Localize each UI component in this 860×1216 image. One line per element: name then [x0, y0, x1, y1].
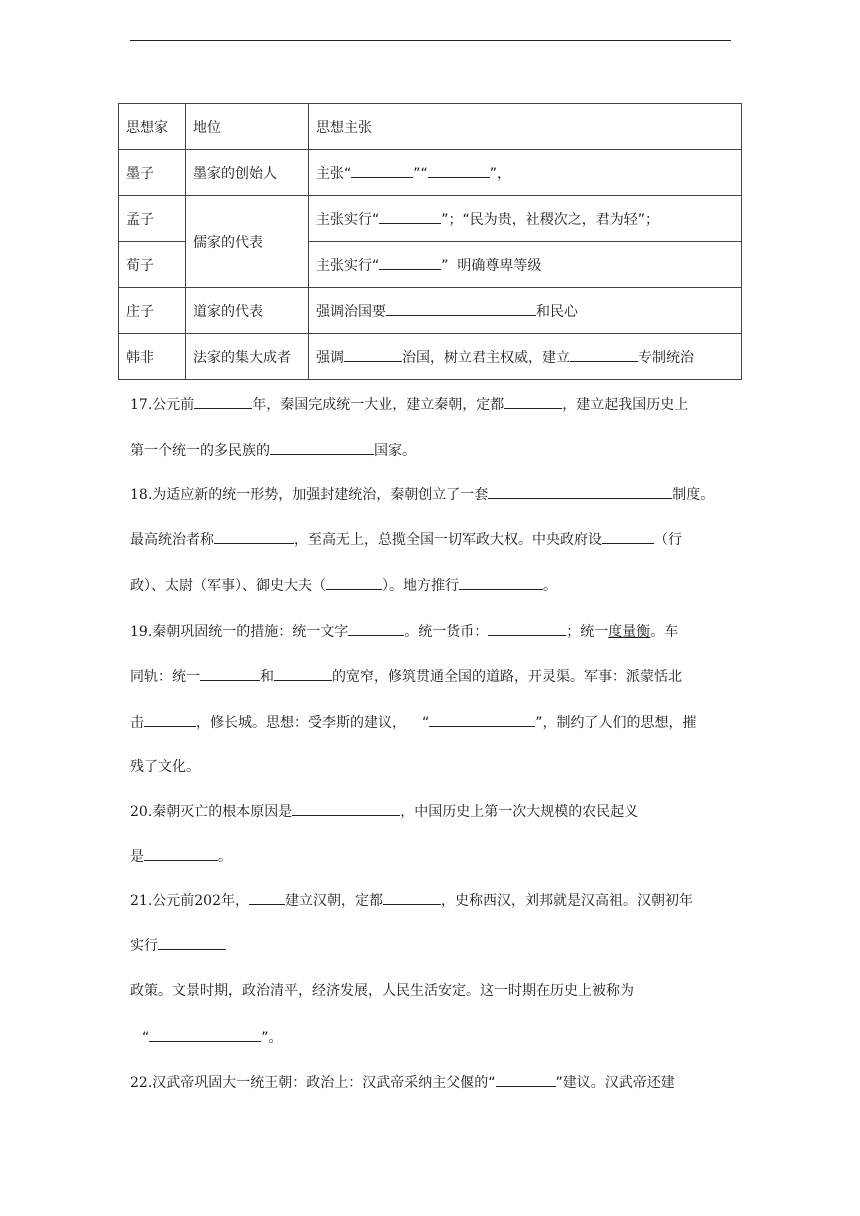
fill-blank[interactable] [194, 394, 252, 409]
fill-blank[interactable] [504, 394, 562, 409]
header-ideas: 思想主张 [309, 104, 742, 150]
thinker-cell: 墨子 [119, 150, 186, 196]
fill-blank[interactable] [348, 621, 404, 636]
table-row [119, 334, 742, 380]
fill-blank[interactable] [428, 163, 490, 178]
question-19-line-3: 击 ，修长城。思想：受李斯的建议， “ ”，制约了人们的思想，摧 [130, 712, 732, 733]
table-row [119, 196, 742, 242]
fill-blank[interactable] [496, 1072, 556, 1087]
fill-blank[interactable] [379, 209, 441, 224]
ideas-cell: 主张实行“ ”；“民为贵，社稷次之，君为轻”； [309, 196, 742, 242]
header-rule [130, 40, 731, 41]
question-21-line-1: 21.公元前202年， 建立汉朝，定都 ，史称西汉，刘邦就是汉高祖。汉朝初年 [130, 890, 732, 911]
ideas-cell: 强调 治国，树立君主权威，建立 专制统治 [309, 334, 742, 380]
table-row [119, 288, 742, 334]
fill-blank[interactable] [351, 163, 413, 178]
table-row [119, 150, 742, 196]
ideas-cell: 主张实行“ ” 明确尊卑等级 [309, 242, 742, 288]
question-19-line-4: 残了文化。 [130, 759, 200, 775]
question-21-line-4: “ ”。 [130, 1027, 732, 1048]
fill-blank[interactable] [144, 846, 218, 861]
question-17-line-2: 第一个统一的多民族的 国家。 [130, 440, 732, 461]
status-cell: 道家的代表 [186, 288, 309, 334]
thinker-cell: 荀子 [119, 242, 186, 288]
fill-blank[interactable] [274, 666, 332, 681]
fill-blank[interactable] [149, 1027, 261, 1042]
fill-blank[interactable] [158, 935, 226, 950]
header-status: 地位 [186, 104, 309, 150]
fill-blank[interactable] [144, 712, 196, 727]
fill-blank[interactable] [326, 575, 382, 590]
fill-blank[interactable] [429, 712, 535, 727]
fill-blank[interactable] [214, 529, 294, 544]
question-19-line-2: 同轨：统一 和 的宽窄，修筑贯通全国的道路，开灵渠。军事：派蒙恬北 [130, 666, 732, 687]
fill-blank[interactable] [379, 255, 441, 270]
table-header-row [119, 104, 742, 150]
fill-blank[interactable] [570, 347, 638, 362]
fill-blank[interactable] [602, 529, 654, 544]
status-cell: 法家的集大成者 [186, 334, 309, 380]
thinker-cell: 韩非 [119, 334, 186, 380]
thinkers-table [118, 103, 742, 380]
fill-blank[interactable] [383, 890, 441, 905]
fill-blank[interactable] [488, 484, 672, 499]
question-17-line-1: 17.公元前 年，秦国完成统一大业，建立秦朝，定都 ，建立起我国历史上 [130, 394, 732, 415]
thinker-cell: 孟子 [119, 196, 186, 242]
fill-blank[interactable] [386, 301, 536, 316]
fill-blank[interactable] [344, 347, 402, 362]
thinker-cell: 庄子 [119, 288, 186, 334]
fill-blank[interactable] [459, 575, 543, 590]
header-thinker: 思想家 [119, 104, 186, 150]
question-18-line-3: 政）、太尉（军事）、御史大夫（ ）。地方推行 。 [130, 575, 732, 596]
question-20-line-1: 20.秦朝灭亡的根本原因是 ，中国历史上第一次大规模的农民起义 [130, 801, 732, 822]
fill-blank[interactable] [200, 666, 260, 681]
question-21-line-3: 政策。文景时期，政治清平，经济发展，人民生活安定。这一时期在历史上被称为 [130, 983, 634, 999]
status-cell: 儒家的代表 [186, 196, 309, 288]
question-20-line-2: 是 。 [130, 846, 732, 867]
question-18-line-2: 最高统治者称 ，至高无上，总揽全国一切军政大权。中央政府设 （行 [130, 529, 732, 550]
fill-blank[interactable] [488, 621, 566, 636]
fill-blank[interactable] [270, 440, 374, 455]
question-22-line-1: 22.汉武帝巩固大一统王朝：政治上：汉武帝采纳主父偃的“ ”建议。汉武帝还建 [130, 1072, 732, 1093]
fill-blank[interactable] [249, 890, 285, 905]
ideas-cell: 强调治国要 和民心 [309, 288, 742, 334]
question-18-line-1: 18.为适应新的统一形势，加强封建统治，秦朝创立了一套 制度。 [130, 484, 732, 505]
ideas-cell: 主张“ ”“ ”， [309, 150, 742, 196]
question-21-line-2: 实行 [130, 935, 732, 956]
question-19-line-1: 19.秦朝巩固统一的措施：统一文字 。统一货币： ；统一度量衡。车 [130, 621, 732, 642]
status-cell: 墨家的创始人 [186, 150, 309, 196]
fill-blank[interactable] [292, 801, 400, 816]
